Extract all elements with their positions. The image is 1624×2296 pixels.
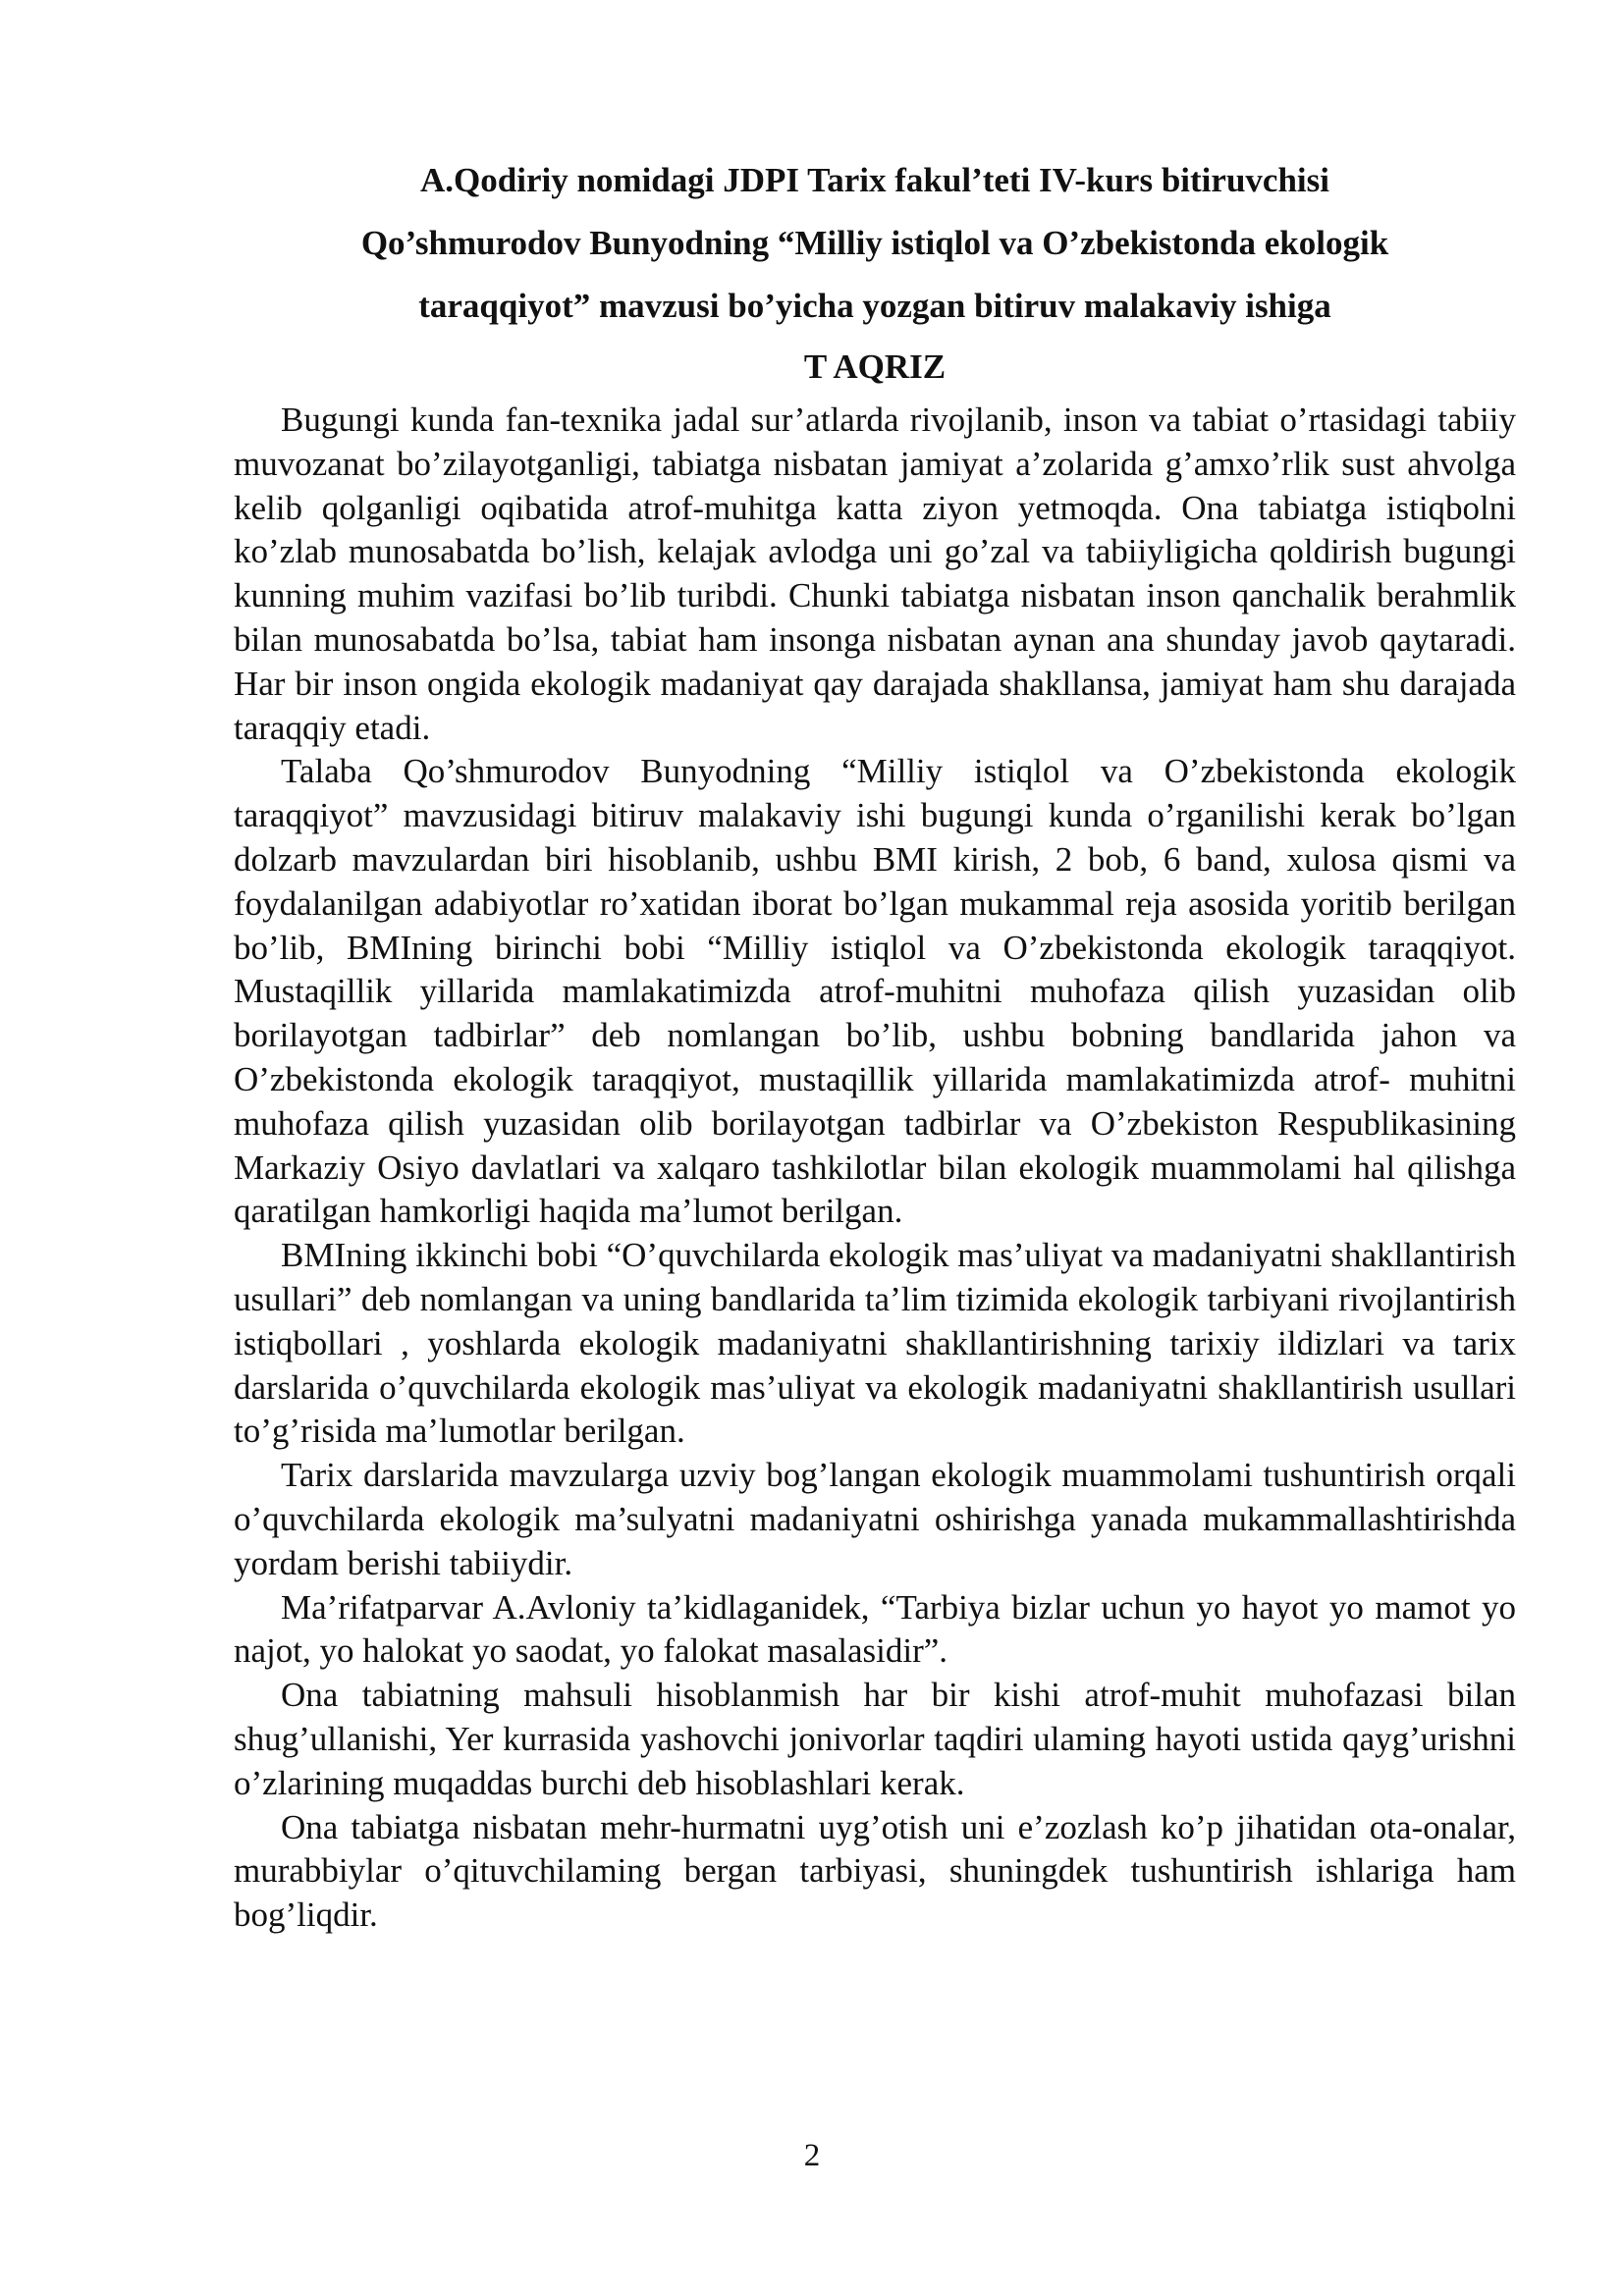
paragraph-7: Ona tabiatga nisbatan mehr-hurmatni uyg’otish uni e’zozlash ko’p jihatidan ota-onalar, murabbiylar o’qituvchilaming bergan tarbiyasi, shuningdek tushuntirish ishlariga ham bog’liqdir.: [234, 1807, 1516, 1935]
document-page: [234, 149, 1516, 1938]
paragraph-3: BMIning ikkinchi bobi “O’quvchilarda ekologik mas’uliyat va madaniyatni shakllantirish usullari” deb nomlangan va uning bandlarida ta’lim tizimida ekologik tarbiyani rivojlantirish istiqbollari , yoshlarda ekologik madaniyatni shakllantirishning tarixiy ildizlari va tarix darslarida o’quvchilarda ekologik mas’uliyat va ekologik madaniyatni shakllantirish usullari to’g’risida ma’lumotlar berilgan.: [234, 1236, 1516, 1451]
paragraph-6: Ona tabiatning mahsuli hisoblanmish har bir kishi atrof-muhit muhofazasi bilan shug’ullanishi, Yer kurrasida yashovchi jonivorlar taqdiri ulaming hayoti ustida qayg’urishni o’zlarining muqaddas burchi deb hisoblashlari kerak.: [234, 1676, 1516, 1802]
document-title: T AQRIZ: [803, 347, 947, 386]
paragraph-2: Talaba Qo’shmurodov Bunyodning “Milliy istiqlol va O’zbekistonda ekologik taraqqiyot” mavzusidagi bitiruv malakaviy ishi bugungi kunda o’rganilishi kerak bo’lgan dolzarb mavzulardan biri hisoblanib, ushbu BMI kirish, 2 bob, 6 band, xulosa qismi va foydalanilgan adabiyotlar ro’xatidan iborat bo’lgan mukammal reja asosida yoritib berilgan bo’lib, BMIning birinchi bobi “Milliy istiqlol va O’zbekistonda ekologik taraqqiyot. Mustaqillik yillarida mamlakatimizda atrof-muhitni muhofaza qilish yuzasidan olib borilayotgan tadbirlar” deb nomlangan bo’lib, ushbu bobning bandlarida jahon va O’zbekistonda ekologik taraqqiyot, mustaqillik yillarida mamlakatimizda atrof- muhitni muhofaza qilish yuzasidan olib borilayotgan tadbirlar va O’zbekiston Respublikasining Markaziy Osiyo davlatlari va xalqaro tashkilotlar bilan ekologik muammolami hal qilishga qaratilgan hamkorligi haqida ma’lumot berilgan.: [234, 752, 1516, 1231]
page-number: 2: [803, 2138, 821, 2173]
heading-line-1: A.Qodiriy nomidagi JDPI Tarix fakul’teti IV-kurs bitiruvchisi: [420, 161, 1329, 199]
paragraph-4: Tarix darslarida mavzularga uzviy bog’langan ekologik muammolami tushuntirish orqali o’quvchilarda ekologik ma’sulyatni madaniyatni oshirishga yanada mukammallashtirishda yordam berishi tabiiydir.: [234, 1456, 1516, 1582]
heading-line-2: Qo’shmurodov Bunyodning “Milliy istiqlol va O’zbekistonda ekologik: [360, 224, 1389, 262]
paragraph-5: Ma’rifatparvar A.Avloniy ta’kidlaganidek, “Tarbiya bizlar uchun yo hayot yo mamot yo najot, yo halokat yo saodat, yo falokat masalasidir”.: [234, 1587, 1516, 1671]
paragraph-1: Bugungi kunda fan-texnika jadal sur’atlarda rivojlanib, inson va tabiat o’rtasidagi tabiiy muvozanat bo’zilayotganligi, tabiatga nisbatan jamiyat a’zolarida g’amxo’rlik sust ahvolga kelib qolganligi oqibatida atrof-muhitga katta ziyon yetmoqda. Ona tabiatga istiqbolni ko’zlab munosabatda bo’lish, kelajak avlodga uni go’zal va tabiiyligicha qoldirish bugungi kunning muhim vazifasi bo’lib turibdi. Chunki tabiatga nisbatan inson qanchalik berahmlik bilan munosabatda bo’lsa, tabiat ham insonga nisbatan aynan ana shunday javob qaytaradi. Har bir inson ongida ekologik madaniyat qay darajada shakllansa, jamiyat ham shu darajada taraqqiy etadi.: [234, 400, 1516, 747]
heading-line-3: taraqqiyot” mavzusi bo’yicha yozgan bitiruv malakaviy ishiga: [418, 287, 1331, 325]
